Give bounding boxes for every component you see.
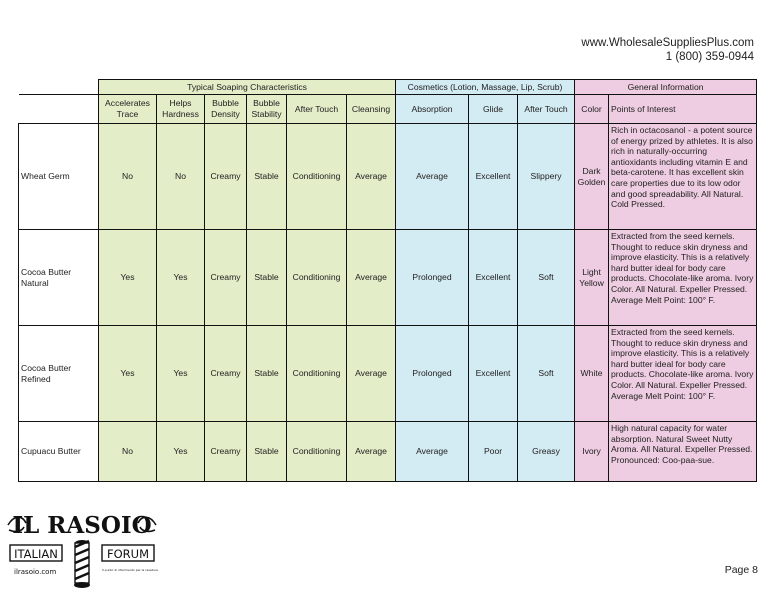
logo-tagline: Il punto di riferimento per la rasatura	[102, 568, 158, 572]
logo-domain: ilrasoio.com	[14, 568, 57, 576]
cell-glide: Poor	[469, 422, 518, 482]
table-row	[19, 230, 757, 326]
cell-bubble-stability: Stable	[247, 422, 287, 482]
cell-points-of-interest: Extracted from the seed kernels. Thought to reduce skin dryness and improve elasticity. This is a relatively hard butter ideal for body care products. Chocolate-like aroma. Ivory Color. All Natural. Expeller Pressed. Average Melt Point: 100° F.	[609, 230, 757, 326]
cell-glide: Excellent	[469, 230, 518, 326]
website-link[interactable]: www.WholesaleSuppliesPlus.com	[581, 37, 754, 49]
cell-cos-after-touch: Soft	[518, 326, 575, 422]
cell-bubble-stability: Stable	[247, 230, 287, 326]
group-cosmetics: Cosmetics (Lotion, Massage, Lip, Scrub)	[396, 80, 575, 95]
logo-subtitle-right: FORUM	[107, 547, 149, 561]
cell-color: Ivory	[575, 422, 609, 482]
cell-bubble-density: Creamy	[205, 326, 247, 422]
cell-points-of-interest: Rich in octacosanol - a potent source of energy prized by athletes. It is also rich in naturally-occurring antioxidants including vitamin E and beta-carotene. It has excellent skin care properties due to its low odor and good spreadability. All Natural. Cold Pressed.	[609, 124, 757, 230]
cell-absorption: Prolonged	[396, 326, 469, 422]
contact-info	[581, 36, 754, 64]
cell-soap-after-touch: Conditioning	[287, 124, 347, 230]
col-points-of-interest: Points of Interest	[609, 95, 757, 124]
logo-title: IL RASOIO	[12, 512, 152, 539]
cell-points-of-interest: High natural capacity for water absorption. Natural Sweet Nutty Aroma. All Natural. Expeller Pressed. Pronounced: Coo-paa-sue.	[609, 422, 757, 482]
il-rasoio-logo	[6, 503, 158, 595]
cell-soap-after-touch: Conditioning	[287, 422, 347, 482]
page-number: Page 8	[724, 564, 758, 576]
group-soaping: Typical Soaping Characteristics	[99, 80, 396, 95]
cell-bubble-density: Creamy	[205, 422, 247, 482]
row-name: Wheat Germ	[19, 124, 99, 230]
cell-absorption: Prolonged	[396, 230, 469, 326]
cell-color: Light Yellow	[575, 230, 609, 326]
cell-points-of-interest: Extracted from the seed kernels. Thought to reduce skin dryness and improve elasticity. This is a relatively hard butter ideal for body care products. Chocolate-like aroma. Ivory Color. All Natural. Expeller Pressed. Average Melt Point: 100° F.	[609, 326, 757, 422]
row-name: Cocoa Butter Natural	[19, 230, 99, 326]
cell-glide: Excellent	[469, 124, 518, 230]
cell-accelerates-trace: No	[99, 422, 157, 482]
cell-bubble-density: Creamy	[205, 230, 247, 326]
col-absorption: Absorption	[396, 95, 469, 124]
cell-absorption: Average	[396, 422, 469, 482]
column-header-row	[19, 95, 757, 124]
cell-accelerates-trace: Yes	[99, 326, 157, 422]
logo-subtitle-left: ITALIAN	[14, 547, 58, 561]
cell-bubble-stability: Stable	[247, 124, 287, 230]
cell-cleansing: Average	[347, 422, 396, 482]
cell-helps-hardness: Yes	[157, 422, 205, 482]
row-name: Cocoa Butter Refined	[19, 326, 99, 422]
col-bubble-density: Bubble Density	[205, 95, 247, 124]
col-cleansing: Cleansing	[347, 95, 396, 124]
cell-cos-after-touch: Greasy	[518, 422, 575, 482]
col-accelerates-trace: Accelerates Trace	[99, 95, 157, 124]
col-cos-after-touch: After Touch	[518, 95, 575, 124]
cell-accelerates-trace: Yes	[99, 230, 157, 326]
cell-absorption: Average	[396, 124, 469, 230]
group-header-row	[19, 80, 757, 95]
table-row	[19, 326, 757, 422]
cell-bubble-stability: Stable	[247, 326, 287, 422]
cell-soap-after-touch: Conditioning	[287, 230, 347, 326]
row-name: Cupuacu Butter	[19, 422, 99, 482]
cell-cleansing: Average	[347, 326, 396, 422]
corner-cell	[19, 80, 99, 95]
cell-helps-hardness: Yes	[157, 326, 205, 422]
col-soap-after-touch: After Touch	[287, 95, 347, 124]
col-bubble-stability: Bubble Stability	[247, 95, 287, 124]
phone-number: 1 (800) 359-0944	[665, 51, 754, 63]
cell-bubble-density: Creamy	[205, 124, 247, 230]
cell-cos-after-touch: Slippery	[518, 124, 575, 230]
corner-cell	[19, 95, 99, 124]
cell-cleansing: Average	[347, 124, 396, 230]
col-helps-hardness: Helps Hardness	[157, 95, 205, 124]
cell-color: Dark Golden	[575, 124, 609, 230]
table-row	[19, 422, 757, 482]
cell-helps-hardness: No	[157, 124, 205, 230]
col-color: Color	[575, 95, 609, 124]
cell-accelerates-trace: No	[99, 124, 157, 230]
cell-glide: Excellent	[469, 326, 518, 422]
cell-helps-hardness: Yes	[157, 230, 205, 326]
col-glide: Glide	[469, 95, 518, 124]
cell-color: White	[575, 326, 609, 422]
cell-cos-after-touch: Soft	[518, 230, 575, 326]
cell-soap-after-touch: Conditioning	[287, 326, 347, 422]
cell-cleansing: Average	[347, 230, 396, 326]
properties-table	[18, 79, 757, 482]
barber-pole-icon	[74, 540, 90, 588]
group-general: General Information	[575, 80, 757, 95]
table-row	[19, 124, 757, 230]
